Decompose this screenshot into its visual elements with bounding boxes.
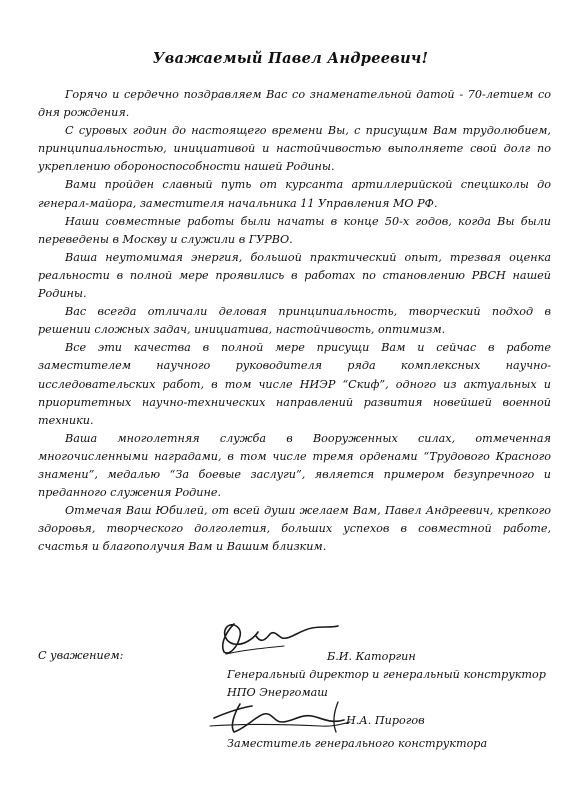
paragraph-3: Вами пройден славный путь от курсанта артиллерийской спецшколы до генерал-майора, заместителя начальника 11 Управления МО РФ. [38, 178, 551, 210]
letter-body [38, 86, 551, 556]
paragraph-4: Наши совместные работы были начаты в конце 50-х годов, когда Вы были переведены в Москву и служили в ГУРВО. [38, 214, 551, 246]
paragraph-6: Вас всегда отличали деловая принципиальность, творческий подход в решении сложных задач, инициатива, настойчивость, оптимизм. [38, 305, 551, 337]
signer-2-name: Н.А. Пирогов [346, 714, 425, 727]
paragraph-7: Все эти качества в полной мере присущи Вам и сейчас в работе заместителем научного руководителя ряда комплексных научно-исследовательских работ, в том числе НИЭР “Скиф”, одного из актуальных и приоритетных научно-технических направлений развития новейшей военной техники. [38, 341, 551, 427]
paragraph-2: С суровых годин до настоящего времени Вы, с присущим Вам трудолюбием, принципиальностью, инициативой и настойчивостью выполняете свой долг по укреплению обороноспособности нашей Родины. [38, 124, 551, 174]
paragraph-9: Отмечая Ваш Юбилей, от всей души желаем Вам, Павел Андреевич, крепкого здоровья, творческого долголетия, больших успехов в совместной работе, счастья и благополучия Вам и Вашим близким. [38, 504, 551, 554]
signer-1-organization: НПО Энергомаш [227, 686, 328, 699]
signature-katorgin [204, 612, 344, 660]
paragraph-5: Ваша неутомимая энергия, большой практический опыт, трезвая оценка реальности в полной мере проявились в работах по становлению РВСН нашей Родины. [38, 250, 551, 301]
signer-1-position: Генеральный директор и генеральный конструктор [227, 668, 546, 681]
paragraph-1: Горячо и сердечно поздравляем Вас со знаменательной датой - 70-летием со дня рождения. [38, 88, 551, 120]
paragraph-8: Ваша многолетняя служба в Вооруженных силах, отмеченная многочисленными наградами, в том числе тремя орденами “Трудового Красного знамени”, медалью “За боевые заслуги”, является примером безупречного и преданного служения Родине. [38, 431, 551, 500]
signer-1-name: Б.И. Каторгин [327, 650, 416, 663]
signer-2-position: Заместитель генерального конструктора [227, 737, 488, 750]
closing-phrase: С уважением: [38, 649, 124, 662]
letter-salutation: Уважаемый Павел Андреевич! [152, 50, 429, 67]
